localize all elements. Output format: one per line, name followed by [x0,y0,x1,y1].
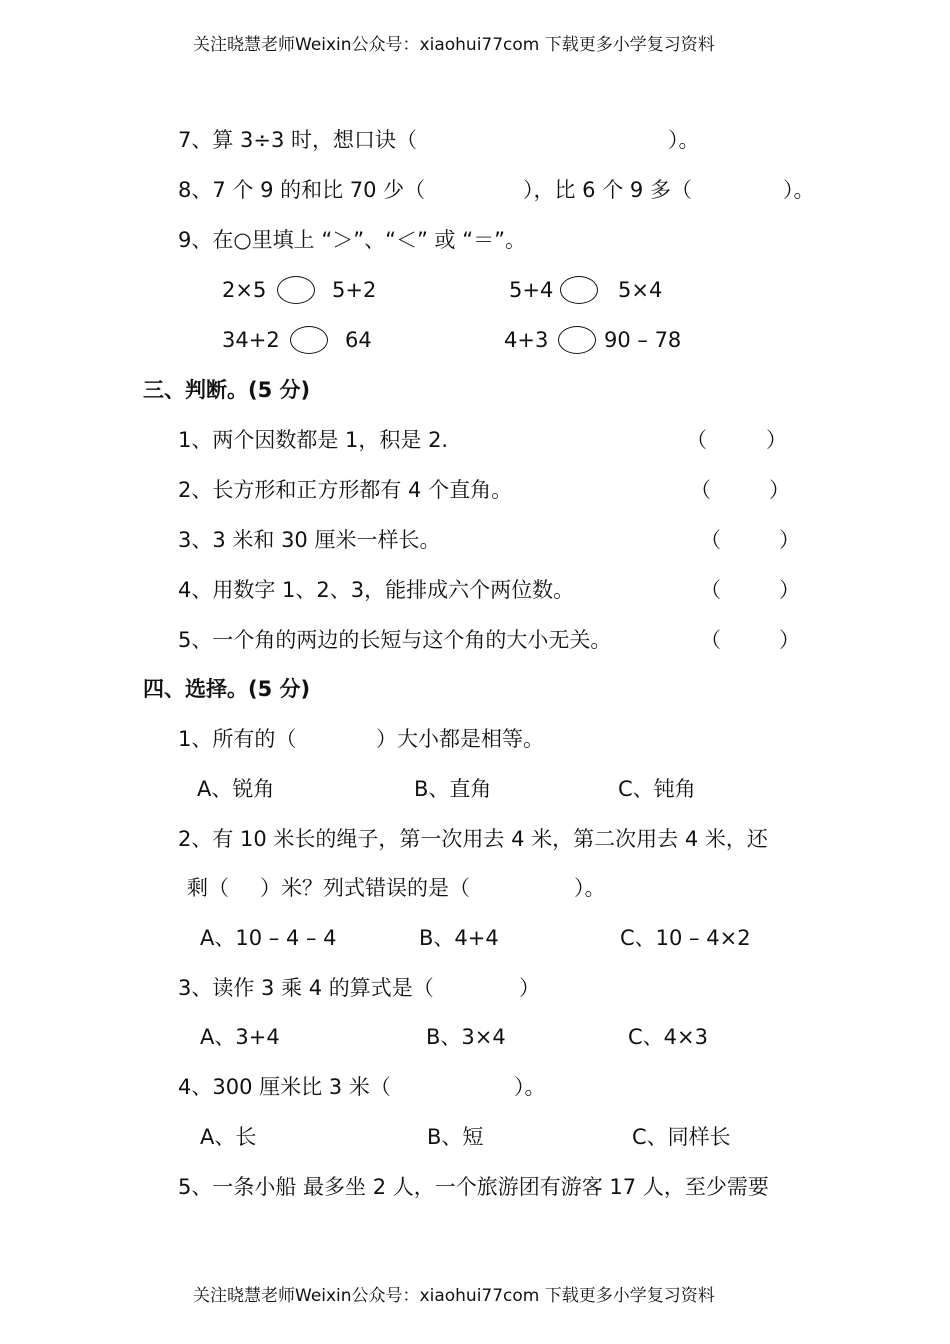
choice-question-2: 2、有 10 米长的绳子，第一次用去 4 米，第二次用去 4 米，还 [178,827,768,851]
choice-question-5: 5、一条小船 最多坐 2 人，一个旅游团有游客 17 人，至少需要 [178,1175,769,1199]
judge-item-2: 2、长方形和正方形都有 4 个直角。 [178,478,513,502]
judge-paren-close-1[interactable]: ） [766,428,787,452]
choice-3-option-a[interactable]: A、3+4 [200,1025,280,1049]
compare-left-2: 5+4 [509,278,554,302]
choice-2-option-c[interactable]: C、10 – 4×2 [620,926,751,950]
choice-question-4: 4、300 厘米比 3 米（ [178,1075,391,1099]
choice-question-4-close: ）。 [514,1075,546,1099]
choice-question-2-line2b: ）米？列式错误的是（ [260,876,470,900]
choice-question-2-line2c: ）。 [574,876,606,900]
compare-right-4: 90 – 78 [604,328,682,352]
judge-paren-open-2[interactable]: （ [690,478,711,502]
question-7: 7、算 3÷3 时，想口诀（ [178,128,418,152]
judge-item-5: 5、一个角的两边的长短与这个角的大小无关。 [178,628,612,652]
choice-question-2-line2a: 剩（ [187,876,229,900]
judge-item-1: 1、两个因数都是 1，积是 2. [178,428,449,452]
judge-item-3: 3、3 米和 30 厘米一样长。 [178,528,441,552]
choice-question-1-close: ）大小都是相等。 [376,727,544,751]
question-8-mid: ），比 6 个 9 多（ [523,178,692,202]
choice-3-option-b[interactable]: B、3×4 [426,1025,506,1049]
judge-item-4: 4、用数字 1、2、3，能排成六个两位数。 [178,578,575,602]
question-9: 9、在○里填上 “＞”、“＜” 或 “＝”。 [178,228,526,252]
section-judge-title: 三、判断。(5 分) [143,378,311,402]
compare-right-3: 64 [345,328,372,352]
choice-4-option-b[interactable]: B、短 [427,1125,484,1149]
question-8-close: ）。 [783,178,815,202]
compare-right-2: 5×4 [618,278,663,302]
compare-left-4: 4+3 [504,328,549,352]
choice-1-option-a[interactable]: A、锐角 [197,777,275,801]
choice-question-3: 3、读作 3 乘 4 的算式是（ [178,976,434,1000]
compare-circle-3[interactable] [290,326,328,354]
choice-1-option-b[interactable]: B、直角 [414,777,492,801]
judge-paren-close-5[interactable]: ） [779,628,800,652]
page-header: 关注晓慧老师Weixin公众号：xiaohui77com 下载更多小学复习资料 [193,35,715,55]
judge-paren-close-2[interactable]: ） [769,478,790,502]
compare-right-1: 5+2 [332,278,377,302]
question-8: 8、7 个 9 的和比 70 少（ [178,178,426,202]
choice-3-option-c[interactable]: C、4×3 [628,1025,708,1049]
judge-paren-open-4[interactable]: （ [700,578,721,602]
judge-paren-close-3[interactable]: ） [779,528,800,552]
choice-4-option-a[interactable]: A、长 [200,1125,257,1149]
choice-4-option-c[interactable]: C、同样长 [632,1125,731,1149]
judge-paren-open-1[interactable]: （ [686,428,707,452]
compare-left-1: 2×5 [222,278,267,302]
compare-circle-1[interactable] [277,276,315,304]
section-choice-title: 四、选择。(5 分) [143,677,311,701]
judge-paren-close-4[interactable]: ） [779,578,800,602]
judge-paren-open-5[interactable]: （ [700,628,721,652]
compare-left-3: 34+2 [222,328,280,352]
compare-circle-2[interactable] [560,276,598,304]
judge-paren-open-3[interactable]: （ [700,528,721,552]
page-footer: 关注晓慧老师Weixin公众号：xiaohui77com 下载更多小学复习资料 [193,1286,715,1306]
choice-question-3-close: ） [519,976,540,1000]
choice-2-option-b[interactable]: B、4+4 [419,926,499,950]
question-7-close: ）。 [668,128,700,152]
choice-1-option-c[interactable]: C、钝角 [618,777,696,801]
compare-circle-4[interactable] [558,326,596,354]
choice-question-1: 1、所有的（ [178,727,297,751]
choice-2-option-a[interactable]: A、10 – 4 – 4 [200,926,337,950]
